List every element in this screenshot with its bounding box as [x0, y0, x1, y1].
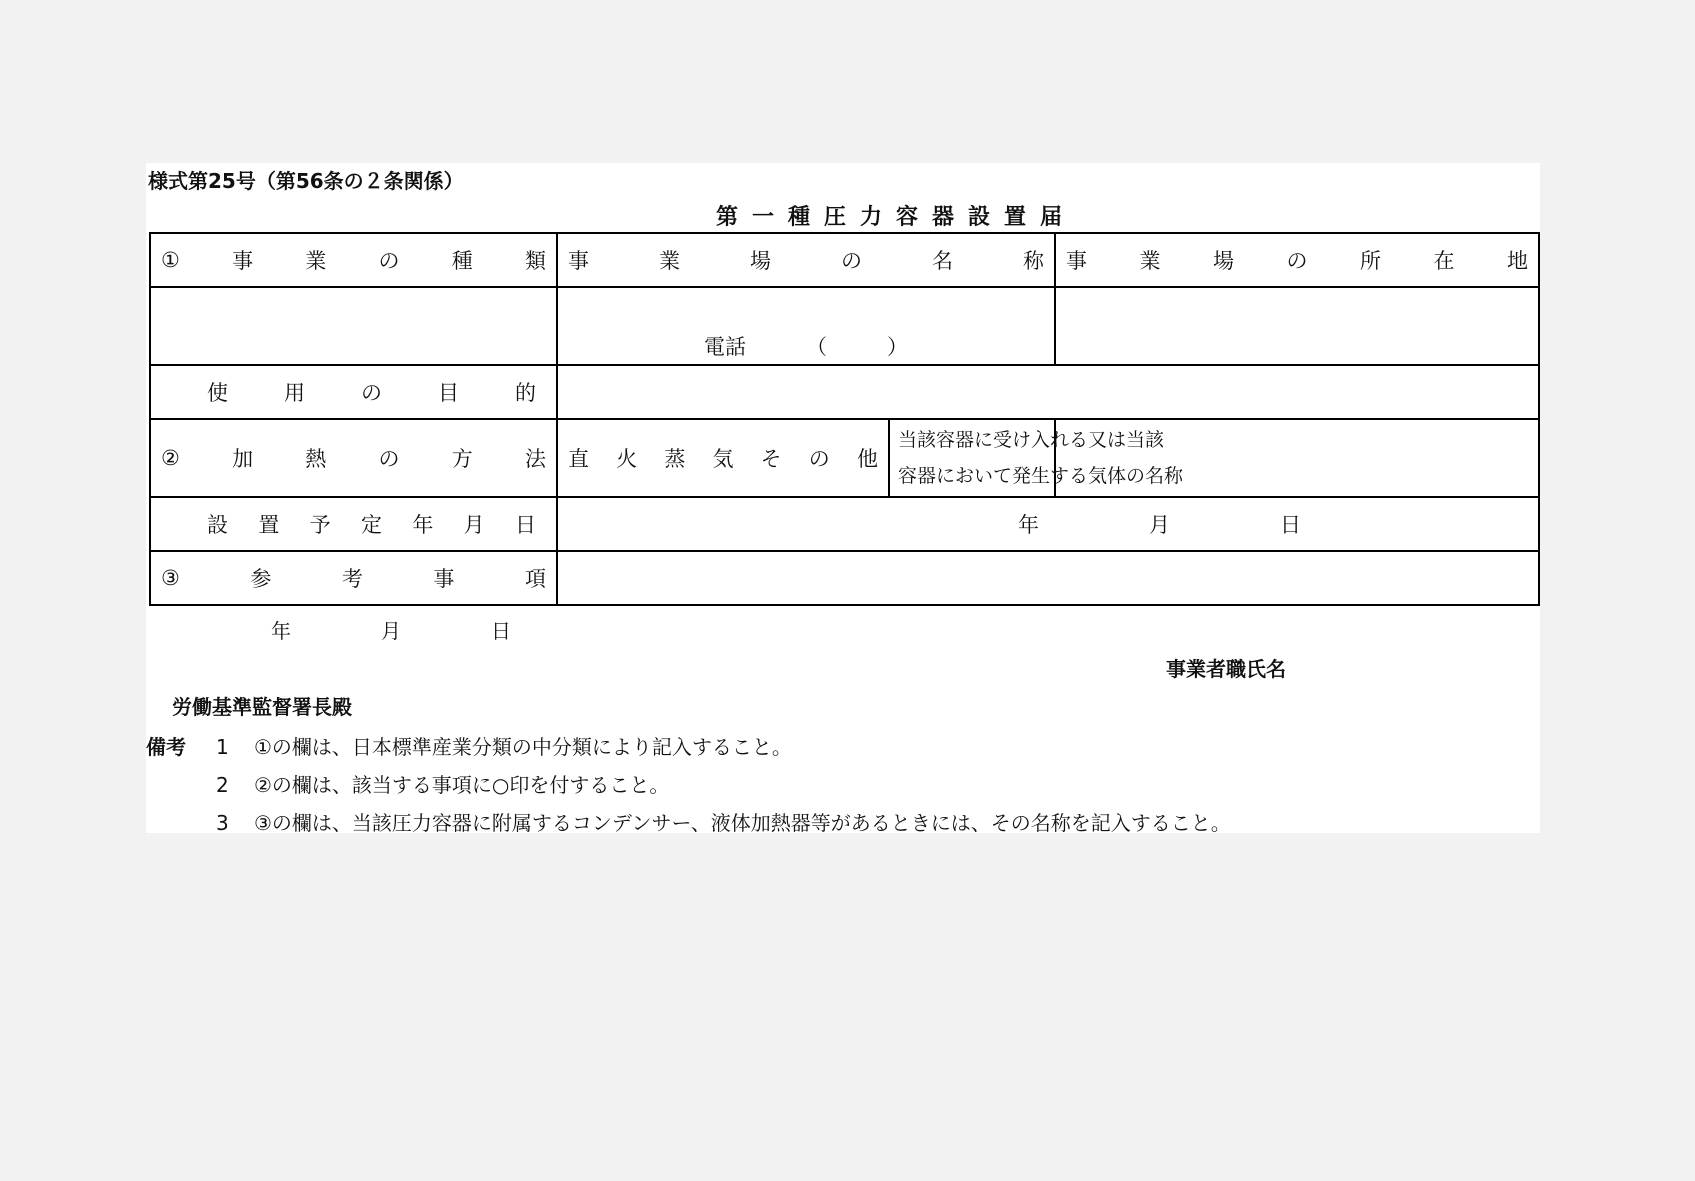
- signer-label: 事業者職氏名: [1166, 657, 1286, 681]
- heating-label: ② 加 熱 の 方 法: [150, 419, 557, 497]
- reference-row: [150, 551, 1539, 605]
- addressee: 労働基準監督署長殿: [172, 695, 352, 719]
- purpose-field[interactable]: [557, 365, 1539, 419]
- business-type-label: ① 事 業 の 種 類: [150, 233, 557, 287]
- form-id: 様式第25号（第56条の２条関係）: [148, 169, 464, 193]
- install-date-label: 設 置 予 定 年 月 日: [150, 497, 557, 551]
- heating-row: [150, 419, 1539, 497]
- workplace-name-field[interactable]: [557, 287, 1055, 365]
- reference-field[interactable]: [557, 551, 1539, 605]
- form-page: [146, 163, 1540, 833]
- entry-row: [150, 287, 1539, 365]
- phone-label: 電話: [704, 335, 746, 359]
- install-date-row: [150, 497, 1539, 551]
- phone-close: ）: [887, 335, 908, 359]
- workplace-name-label: 事 業 場 の 名 称: [557, 233, 1055, 287]
- submission-date: 年 月 日: [271, 619, 511, 643]
- reference-label: ③ 参 考 事 項: [150, 551, 557, 605]
- install-date-field[interactable]: 年 月 日: [557, 497, 1539, 551]
- purpose-label: 使 用 の 目 的: [150, 365, 557, 419]
- phone-open: （: [806, 335, 827, 359]
- workplace-address-field[interactable]: [1055, 287, 1539, 365]
- gas-name-label: 当該容器に受け入れる又は当該 容器において発生する気体の名称: [889, 419, 1055, 497]
- workplace-address-label: 事 業 場 の 所 在 地: [1055, 233, 1539, 287]
- note-item: 3 ③の欄は、当該圧力容器に附属するコンデンサー、液体加熱器等があるときには、その名称を記入すること。: [216, 811, 1231, 835]
- notes: [146, 728, 1231, 842]
- note-item: 備考 1 ①の欄は、日本標準産業分類の中分類により記入すること。: [146, 728, 1231, 766]
- header-row: [150, 233, 1539, 287]
- purpose-row: [150, 365, 1539, 419]
- note-item: 2 ②の欄は、該当する事項に○印を付すること。: [216, 773, 670, 797]
- notes-lead: 備考: [146, 735, 186, 759]
- business-type-field[interactable]: [150, 287, 557, 365]
- form-title: 第一種圧力容器設置届: [715, 205, 1076, 230]
- form-table: [149, 232, 1540, 606]
- heating-options[interactable]: 直 火 蒸 気 そ の 他: [557, 419, 889, 497]
